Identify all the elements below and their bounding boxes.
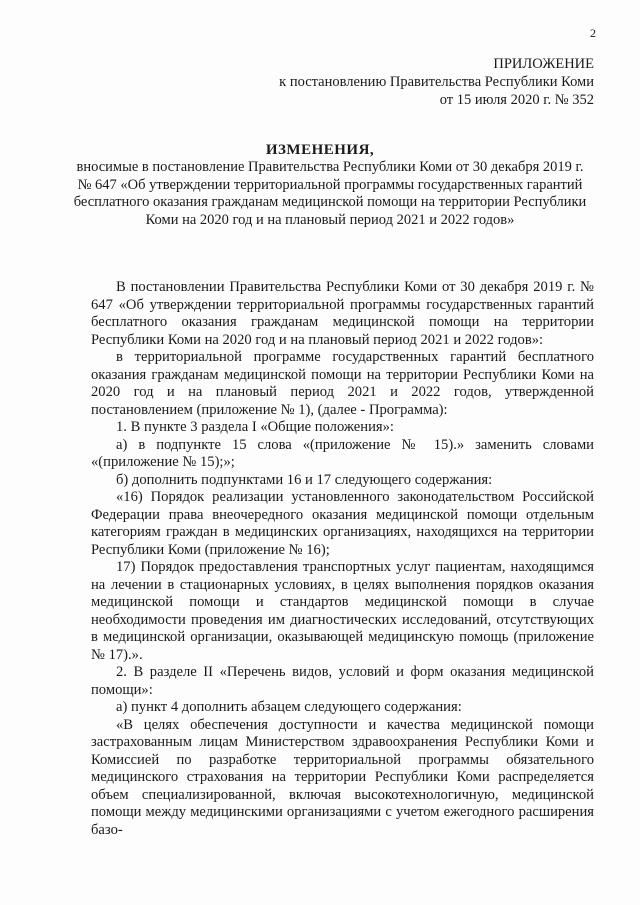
page-number: 2 (590, 26, 596, 40)
appendix-title: ПРИЛОЖЕНИЕ (493, 56, 594, 72)
paragraph: 2. В разделе II «Перечень видов, условий и форм оказания медицинской помощи»: (91, 664, 594, 698)
paragraph: а) пункт 4 дополнить абзацем следующего содержания: (116, 699, 462, 715)
paragraph: б) дополнить подпунктами 16 и 17 следующего содержания: (116, 471, 493, 488)
paragraph: 1. В пункте 3 раздела I «Общие положения»: (116, 419, 394, 435)
document-heading: ИЗМЕНЕНИЯ, (265, 142, 375, 158)
paragraph: «В целях обеспечения доступности и качества медицинской помощи застрахованным лицам Министерством здравоохранения Республики Коми и Комиссией по разработке территориальной программы обязательного медицинского страхования на территории Республики Коми распределяется объем специализированной, включая высокотехнологичную, медицинской помощи между медицинскими организациями с учетом ежегодного расширения базо- (91, 716, 594, 838)
document-subtitle: вносимые в постановление Правительства Республики Коми от 30 декабря 2019 г. № 647 «Об утверждении территориальной программы государственных гарантий бесплатного оказания гражданам медицинской помощи на территории Республики Коми на 2020 год и на плановый период 2021 и 2022 годов» (73, 159, 587, 228)
appendix-resolution-line: к постановлению Правительства Республики Коми (279, 74, 594, 90)
paragraph: в территориальной программе государственных гарантий бесплатного оказания гражданам медицинской помощи на территории Республики Коми на 2020 год и на плановый период 2021 и 2022 годов, утвержденной постановлением (приложение № 1), (далее - Программа): (91, 349, 594, 418)
appendix-date-line: от 15 июля 2020 г. № 352 (439, 92, 594, 108)
paragraph: В постановлении Правительства Республики Коми от 30 декабря 2019 г. № 647 «Об утверждении территориальной программы государственных гарантий бесплатного оказания гражданам медицинской помощи на территории Республики Коми на 2020 год и на плановый период 2021 и 2022 годов»: (91, 279, 594, 348)
paragraph: а) в подпункте 15 слова «(приложение № 15).» заменить словами «(приложение № 15);»; (91, 436, 594, 470)
paragraph: 17) Порядок предоставления транспортных услуг пациентам, находящимся на лечении в стационарных условиях, в целях выполнения порядков оказания медицинской помощи и стандартов медицинской помощи в случае необходимости проведения им диагностических исследований, отсутствующих в медицинской организации, оказывающей медицинскую помощь (приложение № 17).». (91, 559, 594, 663)
paragraph: «16) Порядок реализации установленного законодательством Российской Федерации права внеочередного оказания медицинской помощи отдельным категориям граждан в медицинских организациях, находящихся на территории Республики Коми (приложение № 16); (91, 489, 594, 558)
document-body (91, 279, 594, 839)
